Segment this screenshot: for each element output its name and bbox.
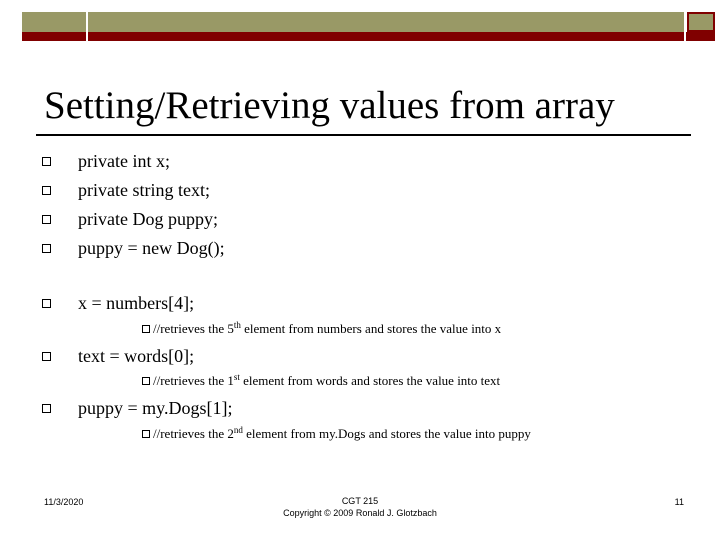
- bullet-text: private string text;: [78, 180, 210, 200]
- olive-band: [22, 12, 684, 32]
- bullet-text: x = numbers[4];: [78, 293, 195, 313]
- square-bullet-icon: [42, 244, 51, 253]
- page-number: 11: [674, 497, 684, 507]
- bullet-item: [42, 345, 194, 367]
- square-bullet-icon: [42, 215, 51, 224]
- top-decor-bar: [0, 0, 720, 42]
- square-bullet-icon: [42, 157, 51, 166]
- maroon-band: [22, 32, 715, 41]
- sub-bullet-text: //retrieves the 2nd element from my.Dogs and stores the value into puppy: [153, 425, 531, 441]
- divider-tick: [86, 12, 88, 41]
- slide-title: Setting/Retrieving values from array: [44, 84, 615, 127]
- sub-bullet-item: [142, 425, 531, 443]
- corner-square: [687, 12, 715, 32]
- square-bullet-icon: [42, 352, 51, 361]
- bullet-text: puppy = my.Dogs[1];: [78, 398, 233, 418]
- square-bullet-icon: [142, 325, 150, 333]
- bullet-text: text = words[0];: [78, 346, 195, 366]
- square-bullet-icon: [142, 430, 150, 438]
- footer-course: CGT 215: [341, 496, 379, 506]
- square-bullet-icon: [42, 404, 51, 413]
- square-bullet-icon: [42, 186, 51, 195]
- sub-bullet-item: [142, 320, 501, 338]
- bullet-item: [42, 208, 218, 230]
- bullet-item: [42, 292, 194, 314]
- sub-bullet-item: [142, 372, 500, 390]
- bullet-text: puppy = new Dog();: [78, 238, 225, 258]
- divider-tick: [684, 12, 686, 41]
- sub-bullet-text: //retrieves the 1st element from words and stores the value into text: [153, 372, 501, 388]
- bullet-item: [42, 179, 210, 201]
- square-bullet-icon: [42, 299, 51, 308]
- square-bullet-icon: [142, 377, 150, 385]
- bullet-item: [42, 237, 225, 259]
- footer-date: 11/3/2020: [44, 497, 84, 507]
- sub-bullet-text: //retrieves the 5th element from numbers and stores the value into x: [153, 320, 502, 336]
- bullet-text: private Dog puppy;: [78, 209, 218, 229]
- footer-copyright: Copyright © 2009 Ronald J. Glotzbach: [283, 508, 437, 518]
- title-underline: [36, 134, 691, 136]
- bullet-item: [42, 397, 232, 419]
- bullet-text: private int x;: [78, 151, 170, 171]
- footer-center: [210, 495, 510, 519]
- bullet-item: [42, 150, 170, 172]
